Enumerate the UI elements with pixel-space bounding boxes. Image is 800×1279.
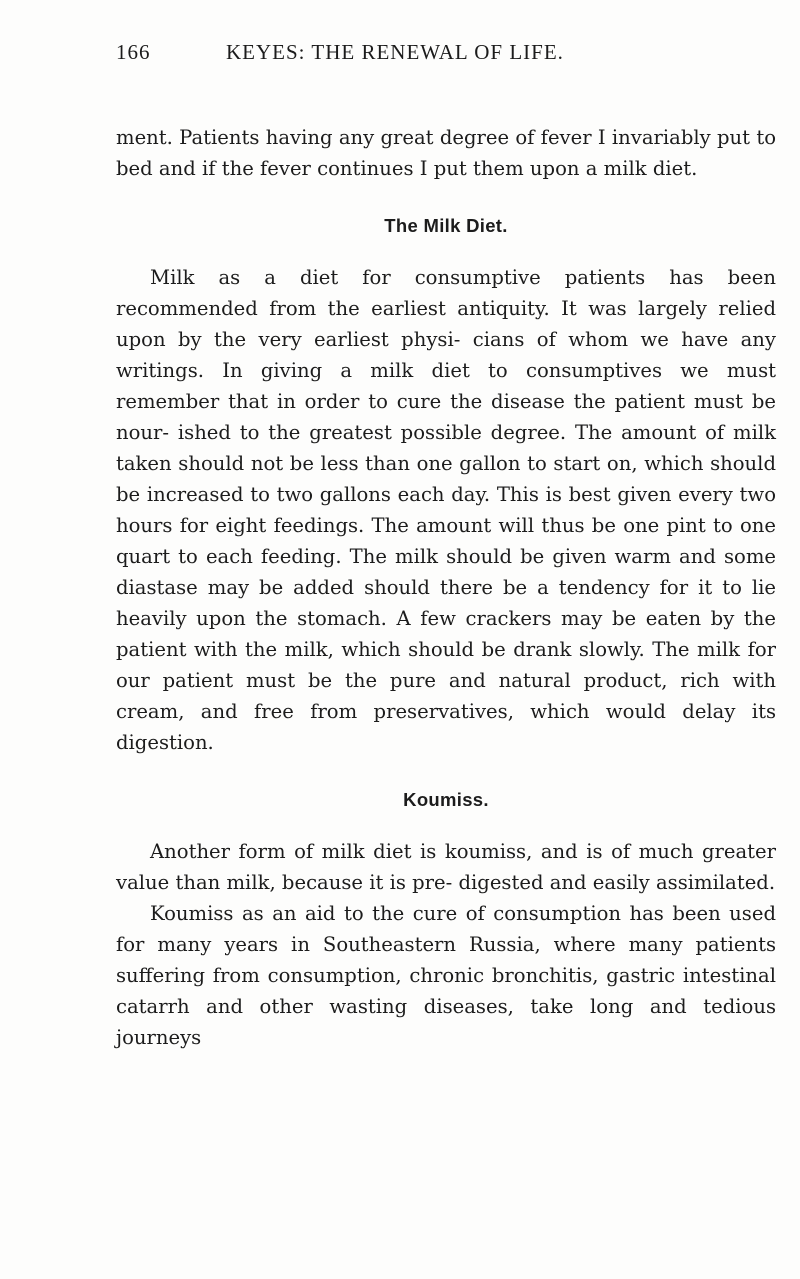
running-title: KEYES: THE RENEWAL OF LIFE.: [226, 40, 564, 64]
paragraph-koumiss-intro: Another form of milk diet is koumiss, and is of much greater value than milk, because it is pre- digested and easily assimilated.: [116, 840, 776, 894]
section-heading-milk-diet: The Milk Diet.: [384, 215, 508, 236]
body-text: [116, 122, 776, 1053]
paragraph-continuation: ment. Patients having any great degree of fever I invariably put to bed and if the fever continues I put them upon a milk diet.: [116, 126, 776, 180]
running-header: [116, 40, 770, 70]
paragraph-koumiss-russia: Koumiss as an aid to the cure of consumption has been used for many years in Southeastern Russia, where many patients suffering from consumption, chronic bronchitis, gastric intestinal catarrh and other wasting diseases, take long and tedious journeys: [116, 902, 776, 1049]
paragraph-milk-diet: Milk as a diet for consumptive patients has been recommended from the earliest antiquity. It was largely relied upon by the very earliest physi- cians of whom we have any writings. In giving a milk diet to consumptives we must remember that in order to cure the disease the patient must be nour- ished to the greatest possible degree. The amount of milk taken should not be less than one gallon to start on, which should be increased to two gallons each day. This is best given every two hours for eight feedings. The amount will thus be one pint to one quart to each feeding. The milk should be given warm and some diastase may be added should there be a tendency for it to lie heavily upon the stomach. A few crackers may be eaten by the patient with the milk, which should be drank slowly. The milk for our patient must be the pure and natural product, rich with cream, and free from preservatives, which would delay its digestion.: [116, 266, 776, 754]
page-number: 166: [116, 40, 151, 64]
section-heading-koumiss: Koumiss.: [403, 789, 489, 810]
